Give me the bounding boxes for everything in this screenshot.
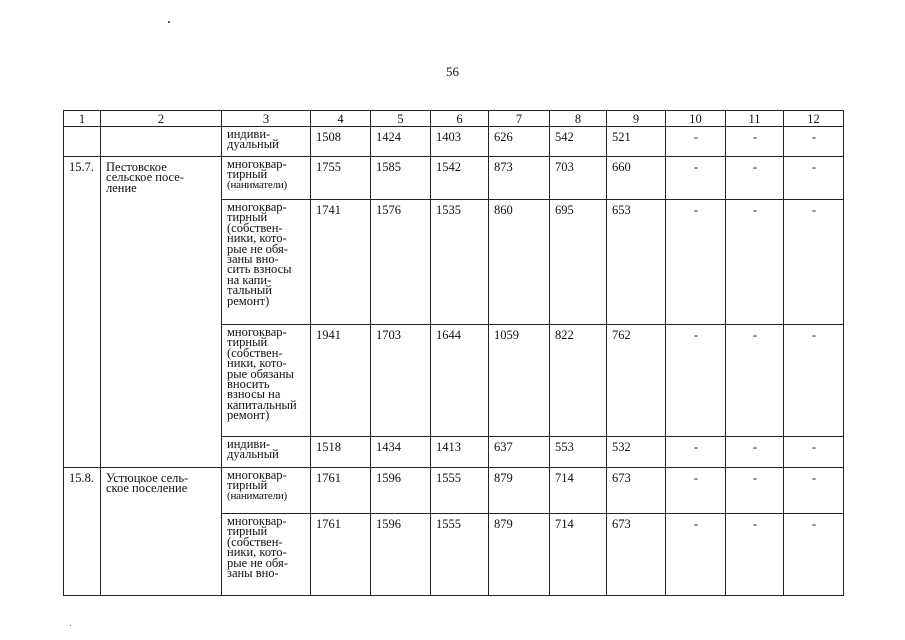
value-cell: 1761 [311, 468, 371, 514]
value-cell: 542 [550, 127, 607, 157]
value-cell: 660 [607, 157, 666, 200]
column-header: 4 [311, 111, 371, 127]
value-cell: - [726, 468, 784, 514]
column-header: 7 [489, 111, 550, 127]
value-cell: 1941 [311, 325, 371, 437]
value-cell: 1596 [371, 514, 431, 596]
value-cell: 521 [607, 127, 666, 157]
column-header: 2 [101, 111, 222, 127]
value-cell: 532 [607, 437, 666, 468]
value-cell: 1508 [311, 127, 371, 157]
value-cell: 873 [489, 157, 550, 200]
value-cell: 1596 [371, 468, 431, 514]
column-header: 8 [550, 111, 607, 127]
settlement-name: Пестовское сельское посе- ление [101, 157, 222, 468]
value-cell: 703 [550, 157, 607, 200]
housing-type: многоквар- тирный (собствен- ники, кото- рые обязаны вносить взносы на капитальный ремонт) [222, 325, 311, 437]
column-header: 3 [222, 111, 311, 127]
value-cell: 1555 [431, 514, 489, 596]
value-cell: - [666, 514, 726, 596]
value-cell: - [784, 437, 844, 468]
value-cell: 1755 [311, 157, 371, 200]
column-header: 9 [607, 111, 666, 127]
value-cell: 1703 [371, 325, 431, 437]
column-header: 5 [371, 111, 431, 127]
value-cell: - [726, 514, 784, 596]
column-header: 6 [431, 111, 489, 127]
table-row [64, 157, 844, 200]
housing-type: многоквар- тирный (наниматели) [222, 468, 311, 514]
value-cell: 1741 [311, 200, 371, 325]
housing-type: многоквар- тирный (собствен- ники, кото- рые не обя- заны вно- [222, 514, 311, 596]
value-cell: - [726, 437, 784, 468]
value-cell: 626 [489, 127, 550, 157]
row-number: 15.8. [64, 468, 101, 596]
value-cell: - [784, 514, 844, 596]
table-row [64, 468, 844, 514]
value-cell: 762 [607, 325, 666, 437]
value-cell: 1518 [311, 437, 371, 468]
housing-type: многоквар- тирный (собствен- ники, кото- рые не обя- заны вно- сить взносы на капи- тальный ремонт) [222, 200, 311, 325]
value-cell: 1424 [371, 127, 431, 157]
value-cell: 714 [550, 468, 607, 514]
value-cell: 1555 [431, 468, 489, 514]
value-cell: - [666, 468, 726, 514]
value-cell: 1059 [489, 325, 550, 437]
value-cell: - [784, 468, 844, 514]
row-number: 15.7. [64, 157, 101, 468]
value-cell: 1535 [431, 200, 489, 325]
value-cell: - [666, 157, 726, 200]
value-cell: 653 [607, 200, 666, 325]
value-cell: - [666, 325, 726, 437]
housing-type: многоквар- тирный (наниматели) [222, 157, 311, 200]
page-number: 56 [446, 64, 459, 79]
value-cell: - [784, 200, 844, 325]
value-cell: 1644 [431, 325, 489, 437]
value-cell: 1542 [431, 157, 489, 200]
row-number [64, 127, 101, 157]
column-header: 1 [64, 111, 101, 127]
tariff-table [63, 110, 844, 596]
housing-type: индиви- дуальный [222, 127, 311, 157]
value-cell: 637 [489, 437, 550, 468]
housing-type: индиви- дуальный [222, 437, 311, 468]
value-cell: 1576 [371, 200, 431, 325]
settlement-name: Устюцкое сель- ское поселение [101, 468, 222, 596]
value-cell: - [666, 127, 726, 157]
value-cell: 695 [550, 200, 607, 325]
value-cell: - [726, 325, 784, 437]
value-cell: 553 [550, 437, 607, 468]
column-header: 11 [726, 111, 784, 127]
value-cell: - [784, 325, 844, 437]
column-header: 12 [784, 111, 844, 127]
value-cell: 1434 [371, 437, 431, 468]
value-cell: 860 [489, 200, 550, 325]
value-cell: - [726, 200, 784, 325]
table-row [64, 127, 844, 157]
value-cell: 822 [550, 325, 607, 437]
value-cell: - [666, 200, 726, 325]
value-cell: 1403 [431, 127, 489, 157]
column-header: 10 [666, 111, 726, 127]
value-cell: - [666, 437, 726, 468]
value-cell: 1585 [371, 157, 431, 200]
value-cell: - [726, 127, 784, 157]
header-row [64, 111, 844, 127]
value-cell: 673 [607, 468, 666, 514]
value-cell: 879 [489, 468, 550, 514]
value-cell: 1761 [311, 514, 371, 596]
value-cell: - [784, 157, 844, 200]
value-cell: - [784, 127, 844, 157]
value-cell: - [726, 157, 784, 200]
scan-speck [168, 21, 170, 23]
value-cell: 673 [607, 514, 666, 596]
settlement-name [101, 127, 222, 157]
scan-speck [70, 625, 71, 626]
value-cell: 879 [489, 514, 550, 596]
value-cell: 1413 [431, 437, 489, 468]
value-cell: 714 [550, 514, 607, 596]
